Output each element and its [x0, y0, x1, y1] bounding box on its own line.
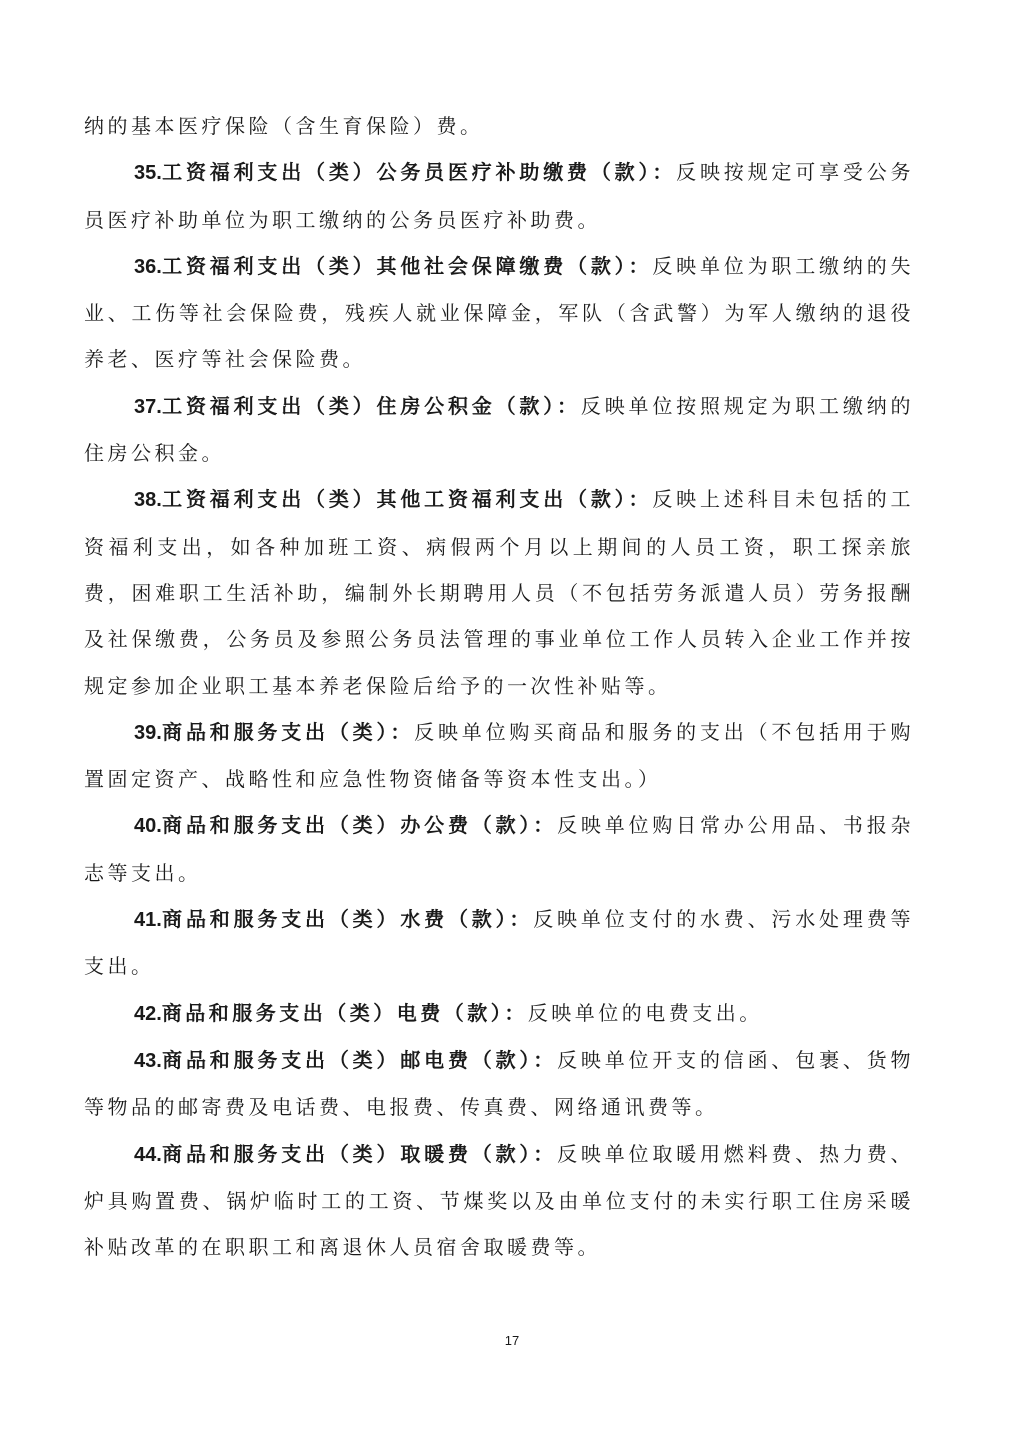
item-heading: 商品和服务支出（类）办公费（款） — [161, 813, 534, 838]
item-number: 44. — [134, 1143, 162, 1166]
item-body: 反映单位购买商品和服务的支出（不包括用于购置固定资产、战略性和应急性物资储备等资本性支出。） — [84, 719, 915, 792]
item-heading: 工资福利支出（类）公务员医疗补助缴费（款） — [161, 160, 653, 185]
paragraph-item-35 — [84, 149, 914, 243]
item-heading: 商品和服务支出（类）取暖费（款） — [161, 1141, 534, 1166]
paragraph-item-38 — [84, 476, 914, 708]
item-heading: 商品和服务支出（类）电费（款） — [161, 1000, 505, 1025]
paragraph-item-37 — [84, 383, 914, 477]
paragraph-body: 纳的基本医疗保险（含生育保险）费。 — [84, 114, 484, 138]
item-number: 39. — [134, 721, 162, 744]
item-number: 41. — [134, 909, 162, 932]
item-colon: ： — [509, 907, 534, 932]
item-body: 反映单位取暖用燃料费、热力费、炉具购置费、锅炉临时工的工资、节煤奖以及由单位支付的未实行职工住房采暖补贴改革的在职职工和离退休人员宿舍取暖费等。 — [84, 1141, 915, 1260]
item-colon: ： — [390, 719, 415, 744]
item-number: 35. — [134, 162, 162, 185]
item-heading: 商品和服务支出（类） — [161, 719, 391, 744]
item-heading: 工资福利支出（类）其他工资福利支出（款） — [161, 487, 629, 512]
item-heading: 商品和服务支出（类）水费（款） — [161, 907, 510, 932]
paragraph-item-43 — [84, 1037, 914, 1131]
paragraph-item-40 — [84, 802, 914, 896]
item-number: 37. — [134, 395, 162, 418]
page-number: 17 — [504, 1333, 520, 1348]
paragraph-item-44 — [84, 1131, 914, 1271]
item-number: 36. — [134, 255, 162, 278]
item-colon: ： — [533, 1047, 558, 1072]
item-body: 反映单位支付的水费、污水处理费等支出。 — [84, 907, 915, 979]
paragraph-item-36 — [84, 243, 914, 383]
item-colon: ： — [628, 487, 653, 512]
item-colon: ： — [504, 1000, 528, 1025]
item-number: 43. — [134, 1049, 162, 1072]
item-heading: 商品和服务支出（类）邮电费（款） — [161, 1047, 534, 1072]
item-colon: ： — [557, 393, 581, 418]
item-body: 反映单位开支的信函、包裹、货物等物品的邮寄费及电话费、电报费、传真费、网络通讯费等。 — [84, 1047, 915, 1120]
item-body: 反映按规定可享受公务员医疗补助单位为职工缴纳的公务员医疗补助费。 — [84, 160, 915, 232]
paragraph-item-42 — [84, 990, 914, 1037]
paragraph-continuation — [84, 103, 914, 149]
item-heading: 工资福利支出（类）其他社会保障缴费（款） — [161, 253, 629, 278]
paragraph-item-39 — [84, 709, 914, 803]
item-colon: ： — [652, 160, 677, 185]
item-colon: ： — [533, 813, 558, 838]
item-number: 42. — [134, 1002, 162, 1025]
item-number: 38. — [134, 489, 162, 512]
item-heading: 工资福利支出（类）住房公积金（款） — [161, 393, 558, 418]
paragraph-item-41 — [84, 896, 914, 990]
item-number: 40. — [134, 815, 162, 838]
item-colon: ： — [628, 253, 653, 278]
item-body: 反映单位按照规定为职工缴纳的住房公积金。 — [84, 393, 915, 466]
document-body — [84, 103, 914, 1270]
item-body: 反映单位的电费支出。 — [527, 1000, 763, 1025]
item-body: 反映单位购日常办公用品、书报杂志等支出。 — [84, 813, 915, 885]
item-colon: ： — [533, 1141, 558, 1166]
item-body: 反映单位为职工缴纳的失业、工伤等社会保险费，残疾人就业保障金，军队（含武警）为军人缴纳的退役养老、医疗等社会保险费。 — [84, 253, 915, 372]
item-body: 反映上述科目未包括的工资福利支出，如各种加班工资、病假两个月以上期间的人员工资，职工探亲旅费，困难职工生活补助，编制外长期聘用人员（不包括劳务派遣人员）劳务报酬及社保缴费，公务员及参照公务员法管理的事业单位工作人员转入企业工作并按规定参加企业职工基本养老保险后给予的一次性补贴等。 — [84, 487, 915, 698]
